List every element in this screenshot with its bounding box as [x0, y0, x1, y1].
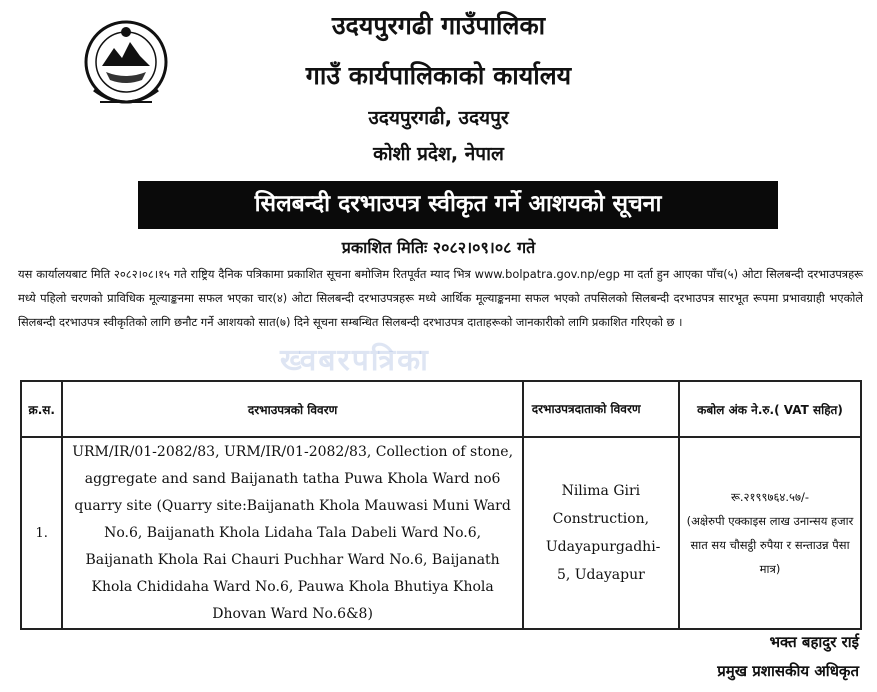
table-row — [21, 437, 861, 629]
bidder-text: Nilima Giri Construction, Udayapurgadhi-5, Udayapur — [545, 483, 661, 583]
row-amount-cell — [679, 437, 861, 629]
office-address: उदयपुरगढी, उदयपुर — [368, 107, 509, 129]
table-header-row — [21, 381, 861, 437]
row-amount-words: (अक्षेरुपी एक्काइस लाख उनान्सय हजार सात सय चौसट्ठी रुपैया र सन्ताउन्न पैसा मात्र) — [686, 514, 854, 576]
notice-body: यस कार्यालयबाट मिति २०८२।०८।१५ गते राष्ट्रिय दैनिक पत्रिकामा प्रकाशित सूचना बमोजिम रितपूर्वत म्याद भित्र www.bolpatra.gov.np/egp मा दर्ता हुन आएका पाँच(५) ओटा सिलबन्दी दरभाउपत्रहरू मध्ये पहिलो चरणको प्राविधिक मूल्याङ्कनमा सफल भएका चार(४) ओटा सिलबन्दी दरभाउपत्रहरू मध्ये आर्थिक मूल्याङ्कनमा सफल भएको तपसिलको सिलबन्दी दरभाउपत्र सारभूत रूपमा प्रभावग्राही भएकोले सिलबन्दी दरभाउपत्र स्वीकृतिको लागि छनौट गर्ने आशयको सात(७) दिने सूचना सम्बन्धित सिलबन्दी दरभाउपत्र दाताहरूको जानकारीको लागि प्रकाशित गरिएको छ । — [18, 267, 863, 329]
col-header-description: दरभाउपत्रको विवरण — [62, 381, 522, 437]
col-header-bidder: दरभाउपत्रदाताको विवरण — [523, 381, 679, 437]
row-amount: रू.२१९९७६४.५७/- — [730, 490, 810, 504]
watermark: ख्वबरपत्रिका — [280, 343, 430, 378]
office-province: कोशी प्रदेश, नेपाल — [373, 143, 504, 165]
col-header-sn: क्र.स. — [21, 381, 62, 437]
col-header-amount: कबोल अंक ने.रु.( VAT सहित) — [679, 381, 861, 437]
row-description: URM/IR/01-2082/83, URM/IR/01-2082/83, Collection of stone, aggregate and sand Baijanath tatha Puwa Khola Ward no6 quarry site (Quarry site:Baijanath Khola Mauwasi Muni Ward No.6, Baijanath Khola Lidaha Tala Dabeli Ward No.6, Baijanath Khola Rai Chauri Puchhar Ward No.6, Baijanath Khola Chididaha Ward No.6, Pauwa Khola Bhutiya Khola Dhovan Ward No.6&8) — [62, 437, 522, 629]
org-name: उदयपुरगढी गाउँपालिका — [331, 11, 546, 40]
published-date: प्रकाशित मितिः २०८२।०९।०८ गते — [341, 238, 536, 257]
row-sn: 1. — [21, 437, 62, 629]
bid-table — [20, 380, 862, 630]
row-bidder — [523, 437, 679, 629]
signatory-name: भक्त बहादुर राई — [769, 633, 859, 651]
office-name: गाउँ कार्यपालिकाको कार्यालय — [305, 61, 572, 90]
signatory-title: प्रमुख प्रशासकीय अधिकृत — [717, 662, 859, 680]
notice-title: सिलबन्दी दरभाउपत्र स्वीकृत गर्ने आशयको सूचना — [138, 181, 778, 229]
